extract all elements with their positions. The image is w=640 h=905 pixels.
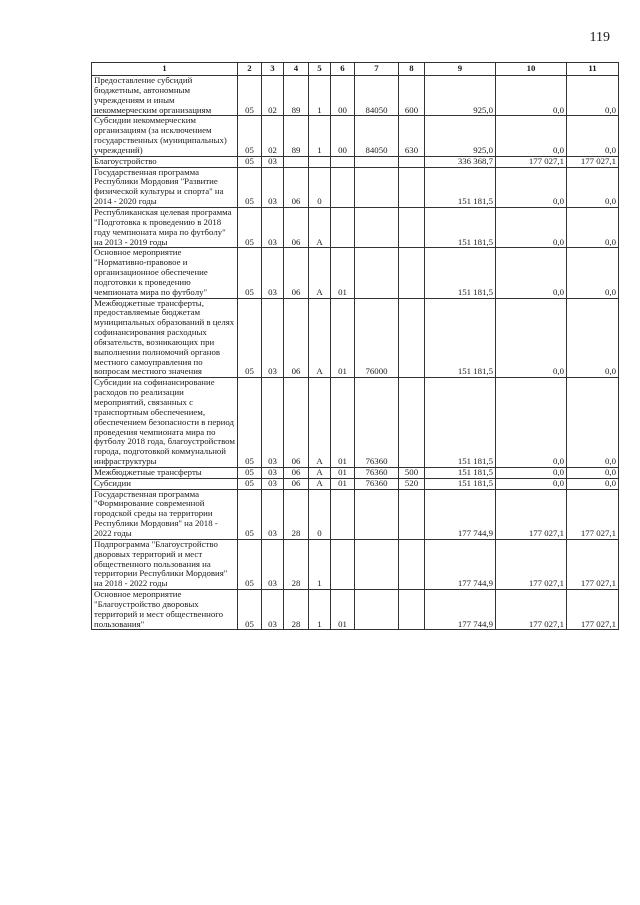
amount-cell: 177 027,1 <box>567 539 619 589</box>
amount-cell: 0,0 <box>496 207 567 247</box>
code-cell: 84050 <box>355 76 399 116</box>
code-cell <box>331 207 355 247</box>
header-row <box>92 63 619 76</box>
table-row <box>92 207 619 247</box>
amount-cell: 151 181,5 <box>425 207 496 247</box>
amount-cell: 151 181,5 <box>425 248 496 298</box>
code-cell: 76360 <box>355 467 399 478</box>
code-cell <box>399 207 425 247</box>
row-name-cell: Предоставление субсидий бюджетным, автономным учреждениям и иным некоммерческим организациям <box>92 76 238 116</box>
amount-cell: 0,0 <box>496 248 567 298</box>
code-cell <box>331 539 355 589</box>
code-cell <box>399 156 425 167</box>
code-cell: 03 <box>262 248 284 298</box>
code-cell: 1 <box>309 590 331 630</box>
code-cell: 05 <box>238 116 262 156</box>
column-header-6: 6 <box>331 63 355 76</box>
code-cell: 01 <box>331 478 355 489</box>
code-cell: 03 <box>262 167 284 207</box>
code-cell: А <box>309 248 331 298</box>
code-cell <box>331 156 355 167</box>
row-name-cell: Субсидии некоммерческим организациям (за исключением государственных (муниципальных) учреждений) <box>92 116 238 156</box>
row-name-cell: Основное мероприятие "Благоустройство дворовых территорий и мест общественного пользования" <box>92 590 238 630</box>
code-cell <box>399 378 425 468</box>
column-header-7: 7 <box>355 63 399 76</box>
column-header-10: 10 <box>496 63 567 76</box>
code-cell: 03 <box>262 478 284 489</box>
table-row <box>92 76 619 116</box>
amount-cell: 151 181,5 <box>425 467 496 478</box>
amount-cell: 0,0 <box>496 76 567 116</box>
code-cell: 00 <box>331 76 355 116</box>
code-cell: 01 <box>331 590 355 630</box>
code-cell <box>284 156 309 167</box>
amount-cell: 0,0 <box>567 76 619 116</box>
code-cell <box>355 539 399 589</box>
row-name-cell: Субсидии <box>92 478 238 489</box>
row-name-cell: Государственная программа Республики Мордовия "Развитие физической культуры и спорта" на 2014 - 2020 годы <box>92 167 238 207</box>
code-cell: 06 <box>284 207 309 247</box>
amount-cell: 177 027,1 <box>567 489 619 539</box>
code-cell: 89 <box>284 76 309 116</box>
page-number: 119 <box>589 30 610 45</box>
code-cell: 1 <box>309 539 331 589</box>
budget-table <box>91 62 619 630</box>
code-cell: 06 <box>284 167 309 207</box>
code-cell: 0 <box>309 489 331 539</box>
code-cell: 89 <box>284 116 309 156</box>
code-cell: 28 <box>284 590 309 630</box>
code-cell: А <box>309 298 331 378</box>
row-name-cell: Межбюджетные трансферты <box>92 467 238 478</box>
code-cell: 0 <box>309 167 331 207</box>
table-row <box>92 156 619 167</box>
code-cell: 05 <box>238 298 262 378</box>
code-cell <box>399 298 425 378</box>
amount-cell: 0,0 <box>567 298 619 378</box>
code-cell: 05 <box>238 489 262 539</box>
code-cell: 06 <box>284 467 309 478</box>
code-cell <box>399 489 425 539</box>
code-cell <box>399 167 425 207</box>
code-cell <box>355 156 399 167</box>
code-cell: 05 <box>238 590 262 630</box>
row-name-cell: Субсидии на софинансирование расходов по реализации мероприятий, связанных с транспортным обеспечением, обеспечением безопасности в период проведения чемпионата мира по футболу 2018 года, благоустройством города, подготовкой коммунальной инфраструктуры <box>92 378 238 468</box>
code-cell <box>355 590 399 630</box>
code-cell: 03 <box>262 590 284 630</box>
column-header-2: 2 <box>238 63 262 76</box>
code-cell <box>399 590 425 630</box>
code-cell: 02 <box>262 116 284 156</box>
row-name-cell: Государственная программа "Формирование современной городской среды на территории Республики Мордовия" на 2018 - 2022 годы <box>92 489 238 539</box>
code-cell: 05 <box>238 76 262 116</box>
code-cell: 01 <box>331 467 355 478</box>
code-cell: 84050 <box>355 116 399 156</box>
amount-cell: 925,0 <box>425 76 496 116</box>
code-cell: 600 <box>399 76 425 116</box>
code-cell: А <box>309 378 331 468</box>
code-cell: 06 <box>284 478 309 489</box>
code-cell: 05 <box>238 156 262 167</box>
amount-cell: 0,0 <box>496 116 567 156</box>
code-cell: 06 <box>284 248 309 298</box>
code-cell: 05 <box>238 207 262 247</box>
row-name-cell: Республиканская целевая программа "Подготовка к проведению в 2018 году чемпионата мира по футболу" на 2013 - 2019 годы <box>92 207 238 247</box>
amount-cell: 0,0 <box>567 478 619 489</box>
code-cell: 06 <box>284 298 309 378</box>
amount-cell: 0,0 <box>496 467 567 478</box>
code-cell: 630 <box>399 116 425 156</box>
amount-cell: 177 744,9 <box>425 539 496 589</box>
code-cell: А <box>309 467 331 478</box>
column-header-8: 8 <box>399 63 425 76</box>
amount-cell: 0,0 <box>567 378 619 468</box>
code-cell: 05 <box>238 167 262 207</box>
amount-cell: 151 181,5 <box>425 298 496 378</box>
code-cell: 76000 <box>355 298 399 378</box>
code-cell: 05 <box>238 539 262 589</box>
code-cell: 03 <box>262 467 284 478</box>
code-cell <box>309 156 331 167</box>
amount-cell: 151 181,5 <box>425 167 496 207</box>
table-row <box>92 590 619 630</box>
amount-cell: 177 744,9 <box>425 489 496 539</box>
code-cell: 01 <box>331 378 355 468</box>
code-cell <box>399 248 425 298</box>
code-cell: 01 <box>331 248 355 298</box>
amount-cell: 177 027,1 <box>567 590 619 630</box>
code-cell: 76360 <box>355 478 399 489</box>
code-cell <box>355 207 399 247</box>
table-row <box>92 489 619 539</box>
code-cell: 03 <box>262 298 284 378</box>
amount-cell: 151 181,5 <box>425 478 496 489</box>
amount-cell: 0,0 <box>567 207 619 247</box>
code-cell: 520 <box>399 478 425 489</box>
code-cell: 05 <box>238 378 262 468</box>
code-cell <box>355 248 399 298</box>
column-header-4: 4 <box>284 63 309 76</box>
code-cell: 03 <box>262 207 284 247</box>
amount-cell: 177 027,1 <box>567 156 619 167</box>
code-cell: 05 <box>238 478 262 489</box>
row-name-cell: Основное мероприятие "Нормативно-правовое и организационное обеспечение подготовки к проведению чемпионата мира по футболу" <box>92 248 238 298</box>
row-name-cell: Межбюджетные трансферты, предоставляемые бюджетам муниципальных образований в целях софинансирования расходных обязательств, возникающих при выполнении полномочий органов местного самоуправления по вопросам местного значения <box>92 298 238 378</box>
code-cell <box>399 539 425 589</box>
code-cell <box>355 167 399 207</box>
column-header-1: 1 <box>92 63 238 76</box>
amount-cell: 151 181,5 <box>425 378 496 468</box>
table-row <box>92 539 619 589</box>
code-cell: 06 <box>284 378 309 468</box>
code-cell: 03 <box>262 378 284 468</box>
code-cell: 00 <box>331 116 355 156</box>
table-row <box>92 467 619 478</box>
code-cell: 03 <box>262 489 284 539</box>
table-row <box>92 378 619 468</box>
amount-cell: 0,0 <box>496 167 567 207</box>
amount-cell: 0,0 <box>496 478 567 489</box>
column-header-11: 11 <box>567 63 619 76</box>
amount-cell: 925,0 <box>425 116 496 156</box>
row-name-cell: Благоустройство <box>92 156 238 167</box>
code-cell: 76360 <box>355 378 399 468</box>
amount-cell: 177 027,1 <box>496 489 567 539</box>
column-header-5: 5 <box>309 63 331 76</box>
row-name-cell: Подпрограмма "Благоустройство дворовых территорий и мест общественного пользования на территории Республики Мордовия" на 2018 - 2022 годы <box>92 539 238 589</box>
code-cell: 01 <box>331 298 355 378</box>
amount-cell: 336 368,7 <box>425 156 496 167</box>
amount-cell: 177 027,1 <box>496 539 567 589</box>
code-cell: 28 <box>284 489 309 539</box>
code-cell: 05 <box>238 467 262 478</box>
amount-cell: 0,0 <box>567 248 619 298</box>
code-cell: 28 <box>284 539 309 589</box>
code-cell: 1 <box>309 76 331 116</box>
table-row <box>92 167 619 207</box>
code-cell: 500 <box>399 467 425 478</box>
code-cell: 05 <box>238 248 262 298</box>
amount-cell: 0,0 <box>567 116 619 156</box>
amount-cell: 0,0 <box>567 467 619 478</box>
code-cell: 02 <box>262 76 284 116</box>
amount-cell: 0,0 <box>567 167 619 207</box>
code-cell <box>331 167 355 207</box>
code-cell: 03 <box>262 156 284 167</box>
table-body <box>92 76 619 630</box>
amount-cell: 177 744,9 <box>425 590 496 630</box>
code-cell: А <box>309 207 331 247</box>
column-header-9: 9 <box>425 63 496 76</box>
code-cell <box>355 489 399 539</box>
amount-cell: 0,0 <box>496 378 567 468</box>
code-cell: А <box>309 478 331 489</box>
amount-cell: 177 027,1 <box>496 156 567 167</box>
table-row <box>92 248 619 298</box>
table-row <box>92 298 619 378</box>
column-header-3: 3 <box>262 63 284 76</box>
amount-cell: 0,0 <box>496 298 567 378</box>
table-row <box>92 116 619 156</box>
amount-cell: 177 027,1 <box>496 590 567 630</box>
code-cell: 03 <box>262 539 284 589</box>
code-cell <box>331 489 355 539</box>
table-row <box>92 478 619 489</box>
code-cell: 1 <box>309 116 331 156</box>
